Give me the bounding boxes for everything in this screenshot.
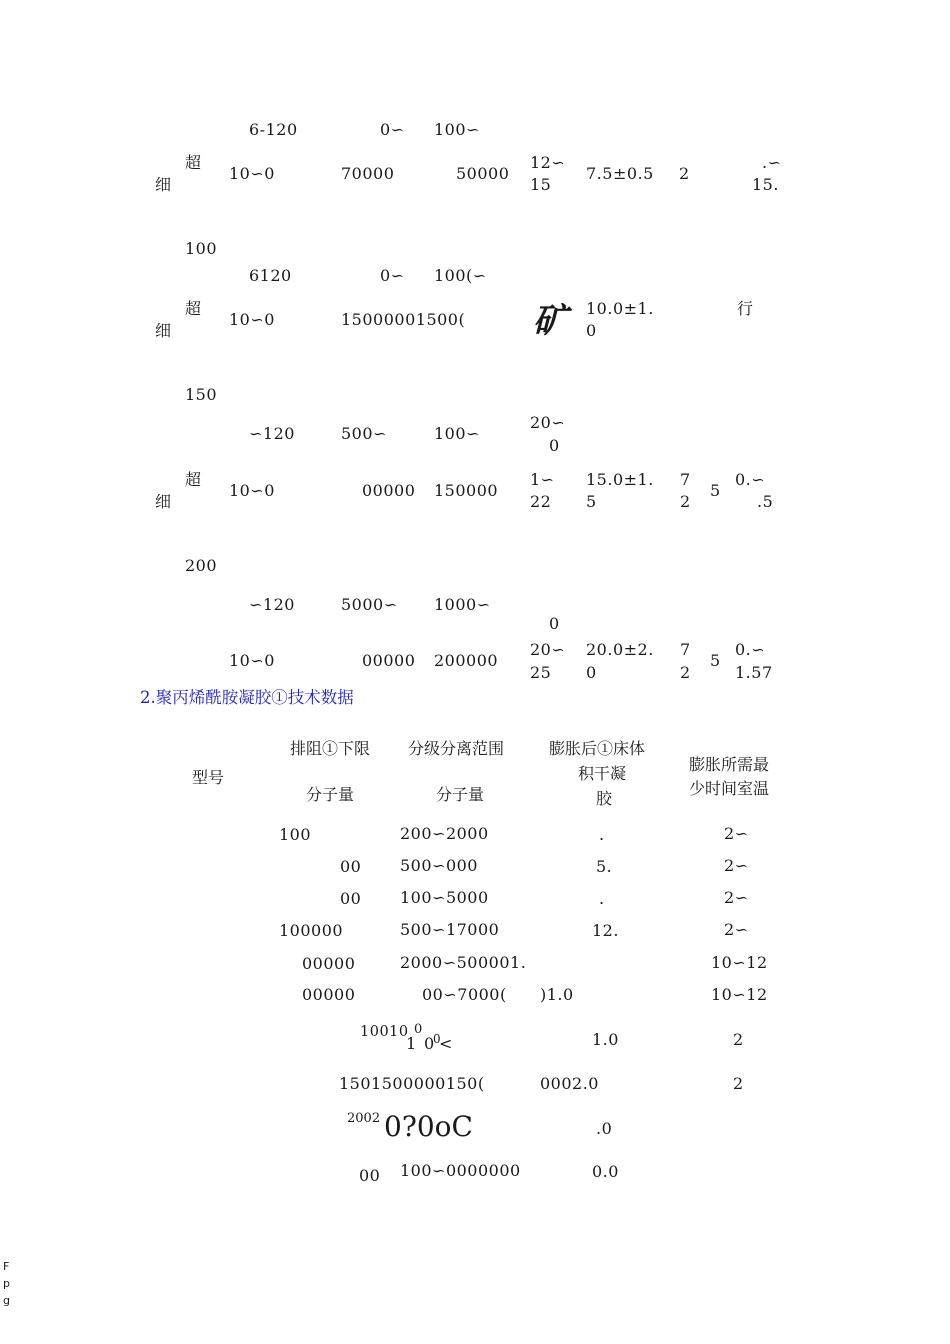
t1-b1-range: 10∽0 <box>229 164 275 183</box>
t1-b3-c0-2: 0 <box>549 436 560 455</box>
t2-header-fraction-unit: 分子量 <box>436 785 485 804</box>
t2-r10-bed: 0.0 <box>592 1162 619 1181</box>
t1-b1-c1-2: 15 <box>530 175 552 194</box>
t1-b4-c2-2: 2 <box>680 663 691 682</box>
section-title: 2.聚丙烯酰胺凝胶①技术数据 <box>140 688 354 707</box>
t1-b2-tail: 行 <box>737 299 754 318</box>
t2-r9-part-b: 0?0oC <box>384 1110 473 1143</box>
t1-b1-label-1: 超 <box>185 153 202 172</box>
t2-r5-swell: 10∽12 <box>711 953 768 972</box>
t1-b3-tail-2: .5 <box>757 492 774 511</box>
t1-b3-r1-c1: ∽120 <box>249 424 295 443</box>
t1-b3-five: 5 <box>710 481 721 500</box>
t2-r3-limit: 00 <box>340 889 362 908</box>
t2-r8-combined: 1501500000150( <box>339 1074 485 1093</box>
t2-r3-range: 100∽5000 <box>400 888 489 907</box>
t2-r6-limit: 00000 <box>302 985 356 1004</box>
t1-b1-c1-1: 12∽ <box>530 153 566 172</box>
t1-b4-val-c2: 0 <box>586 663 597 682</box>
t1-b4-val-b: 200000 <box>434 651 499 670</box>
t1-b4-val-c1: 20.0±2. <box>586 640 654 659</box>
t2-header-swell-1: 膨胀所需最 <box>689 755 770 774</box>
t1-b3-tail-1: 0.∽ <box>735 470 766 489</box>
t1-b4-c2-1: 7 <box>680 640 691 659</box>
t1-b4-c1-1: 20∽ <box>530 640 566 659</box>
t2-r4-range: 500∽17000 <box>400 920 500 939</box>
t1-b1-val-d: 2 <box>679 164 690 183</box>
t2-header-bed-2: 积干凝 <box>578 764 627 783</box>
t2-r1-swell: 2∽ <box>724 824 749 843</box>
t2-r7-part-b: 0 <box>414 1022 423 1037</box>
t1-b3-r1-c2: 500∽ <box>341 424 387 443</box>
t2-r6-bed: )1.0 <box>540 985 574 1004</box>
t2-header-fraction: 分级分离范围 <box>408 739 505 758</box>
footer-letter-f: F <box>3 1260 10 1273</box>
t2-r1-range: 200∽2000 <box>400 824 489 843</box>
t2-r10-range: 100∽0000000 <box>400 1161 521 1180</box>
t1-b2-glyph: 矿 <box>533 301 567 341</box>
t1-b4-c1-2: 25 <box>530 663 552 682</box>
t1-b2-val-c2: 0 <box>586 321 597 340</box>
t2-r3-bed: . <box>599 889 605 908</box>
t1-b4-r1-c2: 5000∽ <box>341 595 398 614</box>
t1-b1-r1-c3: 100∽ <box>434 120 480 139</box>
t2-r2-swell: 2∽ <box>724 856 749 875</box>
t2-r7-part-e: 0 <box>433 1032 441 1046</box>
t2-r1-limit: 100 <box>279 825 312 844</box>
t1-b2-label-2: 细 <box>155 321 172 340</box>
t1-b2-range: 10∽0 <box>229 310 275 329</box>
t2-r7-bed: 1.0 <box>592 1030 619 1049</box>
t2-header-bed-1: 膨胀后①床体 <box>549 739 646 758</box>
t2-r9-bed: .0 <box>596 1119 613 1138</box>
t2-r7-part-c: 1 <box>406 1034 417 1053</box>
t1-b1-tail-2: 15. <box>752 175 779 194</box>
t1-b2-label-1: 超 <box>185 299 202 318</box>
t1-b3-val-a: 00000 <box>362 481 416 500</box>
t2-r7-part-a: 10010 <box>360 1024 409 1040</box>
t2-header-model: 型号 <box>192 768 225 787</box>
t1-b4-tail-1: 0.∽ <box>735 640 766 659</box>
t2-r7-part-f: < <box>439 1034 453 1053</box>
t2-r9-part-a: 2002 <box>347 1111 381 1126</box>
t1-b3-c1-1: 1∽ <box>530 470 555 489</box>
t2-header-exclusion-unit: 分子量 <box>306 785 355 804</box>
t1-b2-r1-c3: 100(∽ <box>434 266 487 285</box>
t1-b3-label-1: 超 <box>185 470 202 489</box>
t1-b2-after: 150 <box>185 385 218 404</box>
t1-b3-label-2: 细 <box>155 492 172 511</box>
t2-r2-range: 500∽000 <box>400 856 478 875</box>
t1-b3-val-c1: 15.0±1. <box>586 470 654 489</box>
t2-r3-swell: 2∽ <box>724 888 749 907</box>
t2-r6-range: 00∽7000( <box>422 985 507 1004</box>
t1-b3-val-c2: 5 <box>586 492 597 511</box>
t2-r2-bed: 5. <box>596 857 613 876</box>
t1-b4-zero: 0 <box>549 614 560 633</box>
t1-b4-five: 5 <box>710 651 721 670</box>
t2-r5-limit: 00000 <box>302 954 356 973</box>
t1-b4-r1-c1: ∽120 <box>249 595 295 614</box>
t1-b3-c2-2: 2 <box>680 492 691 511</box>
t1-b3-c1-2: 22 <box>530 492 552 511</box>
t1-b2-val-c1: 10.0±1. <box>586 299 654 318</box>
t2-header-swell-2: 少时间室温 <box>689 779 770 798</box>
t1-b4-range: 10∽0 <box>229 651 275 670</box>
t2-r4-bed: 12. <box>592 921 619 940</box>
t2-r7-swell: 2 <box>733 1030 744 1049</box>
t1-b1-label-2: 细 <box>155 175 172 194</box>
t1-b1-tail-1: .∽ <box>762 153 782 172</box>
t1-b1-val-c: 7.5±0.5 <box>586 164 654 183</box>
t1-b3-range: 10∽0 <box>229 481 275 500</box>
t2-r2-limit: 00 <box>340 857 362 876</box>
t1-b4-tail-2: 1.57 <box>735 663 773 682</box>
t2-r7-part-d: 0 <box>424 1034 435 1053</box>
t1-b1-r1-c2: 0∽ <box>380 120 405 139</box>
t2-r8-bed: 0002.0 <box>540 1074 599 1093</box>
t1-b1-val-b: 50000 <box>456 164 510 183</box>
t2-r4-limit: 100000 <box>279 921 344 940</box>
t2-header-bed-3: 胶 <box>596 789 613 808</box>
t1-b1-r1-c1: 6-120 <box>249 120 298 139</box>
t1-b3-r1-c3: 100∽ <box>434 424 480 443</box>
t1-b2-r1-c1: 6120 <box>249 266 292 285</box>
t2-r4-swell: 2∽ <box>724 920 749 939</box>
t1-b1-val-a: 70000 <box>341 164 395 183</box>
t1-b3-c0-1: 20∽ <box>530 413 566 432</box>
t1-b3-c2-1: 7 <box>680 470 691 489</box>
t2-r5-range: 2000∽500001. <box>400 953 527 972</box>
t2-header-exclusion: 排阻①下限 <box>290 739 371 758</box>
t2-r1-bed: . <box>599 825 605 844</box>
t2-r6-swell: 10∽12 <box>711 985 768 1004</box>
t1-b4-r1-c3: 1000∽ <box>434 595 491 614</box>
t1-b4-val-a: 00000 <box>362 651 416 670</box>
t1-b1-after: 100 <box>185 239 218 258</box>
t1-b2-val-a: 15000001500( <box>341 310 466 329</box>
footer-letter-p: p <box>3 1277 10 1290</box>
t1-b3-after: 200 <box>185 556 218 575</box>
footer-letter-g: g <box>3 1294 10 1307</box>
t2-r10-limit: 00 <box>359 1166 381 1185</box>
t2-r8-swell: 2 <box>733 1074 744 1093</box>
t1-b2-r1-c2: 0∽ <box>380 266 405 285</box>
t1-b3-val-b: 150000 <box>434 481 499 500</box>
